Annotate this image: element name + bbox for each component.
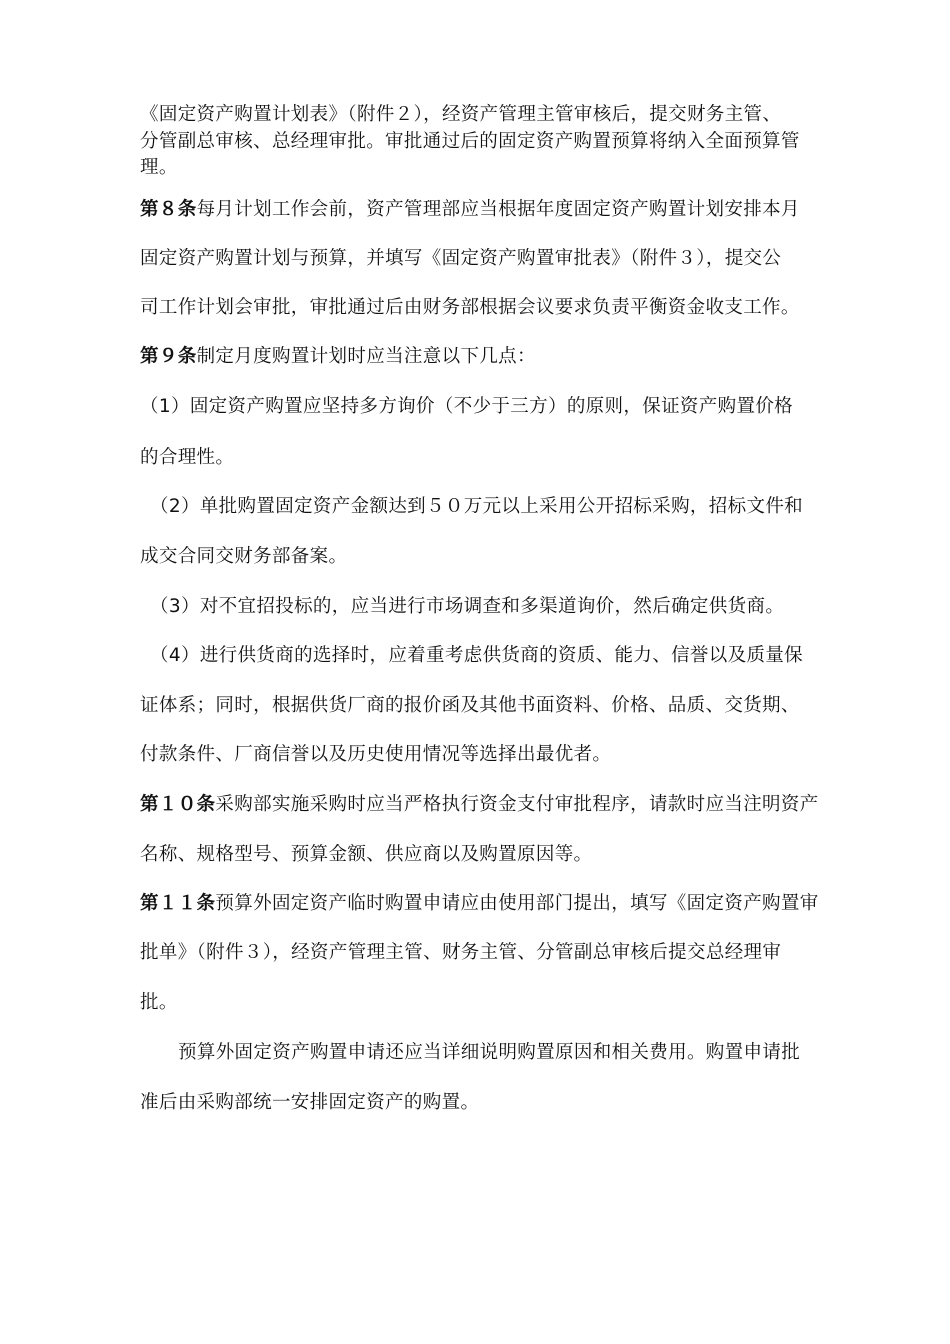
article-9-line xyxy=(140,346,536,368)
text-line: 名称、规格型号、预算金额、供应商以及购置原因等。 xyxy=(140,844,593,865)
text-line: 理。 xyxy=(140,157,178,178)
article-9-heading: 第９条 xyxy=(140,346,197,367)
text-line: 固定资产购置计划与预算，并填写《固定资产购置审批表》（附件３），提交公 xyxy=(140,248,782,269)
indented-paragraph-line: 预算外固定资产购置申请还应当详细说明购置原因和相关费用。购置申请批 xyxy=(178,1042,801,1063)
article-8-line xyxy=(140,199,800,221)
list-item-2: （2）单批购置固定资产金额达到５０万元以上采用公开招标采购，招标文件和 xyxy=(150,496,804,517)
article-11-heading: 第１１条 xyxy=(140,893,216,914)
list-item-3: （3）对不宜招投标的，应当进行市场调查和多渠道询价，然后确定供货商。 xyxy=(150,596,785,617)
text-line: 付款条件、厂商信誉以及历史使用情况等选择出最优者。 xyxy=(140,744,612,765)
article-8-heading: 第８条 xyxy=(140,199,197,220)
text-line: 《固定资产购置计划表》（附件２），经资产管理主管审核后，提交财务主管、 xyxy=(140,104,782,125)
article-10-line xyxy=(140,794,819,816)
article-10-heading: 第１０条 xyxy=(140,794,216,815)
text-line: 批。 xyxy=(140,992,178,1013)
list-item-1: （1）固定资产购置应坚持多方询价（不少于三方）的原则，保证资产购置价格 xyxy=(140,396,794,417)
article-11-line xyxy=(140,893,819,915)
text-line: 批单》（附件３），经资产管理主管、财务主管、分管副总审核后提交总经理审 xyxy=(140,942,782,963)
article-10-text: 采购部实施采购时应当严格执行资金支付审批程序，请款时应当注明资产 xyxy=(215,794,819,815)
article-8-text: 每月计划工作会前，资产管理部应当根据年度固定资产购置计划安排本月 xyxy=(196,199,800,220)
text-line: 分管副总审核、总经理审批。审批通过后的固定资产购置预算将纳入全面预算管 xyxy=(140,131,800,152)
text-line: 的合理性。 xyxy=(140,447,235,468)
article-9-text: 制定月度购置计划时应当注意以下几点： xyxy=(196,346,536,367)
article-11-text: 预算外固定资产临时购置申请应由使用部门提出，填写《固定资产购置审 xyxy=(215,893,819,914)
text-line: 证体系；同时，根据供货厂商的报价函及其他书面资料、价格、品质、交货期、 xyxy=(140,695,800,716)
text-line: 成交合同交财务部备案。 xyxy=(140,546,348,567)
text-line: 准后由采购部统一安排固定资产的购置。 xyxy=(140,1092,480,1113)
text-line: 司工作计划会审批，审批通过后由财务部根据会议要求负责平衡资金收支工作。 xyxy=(140,297,800,318)
list-item-4: （4）进行供货商的选择时，应着重考虑供货商的资质、能力、信誉以及质量保 xyxy=(150,645,804,666)
